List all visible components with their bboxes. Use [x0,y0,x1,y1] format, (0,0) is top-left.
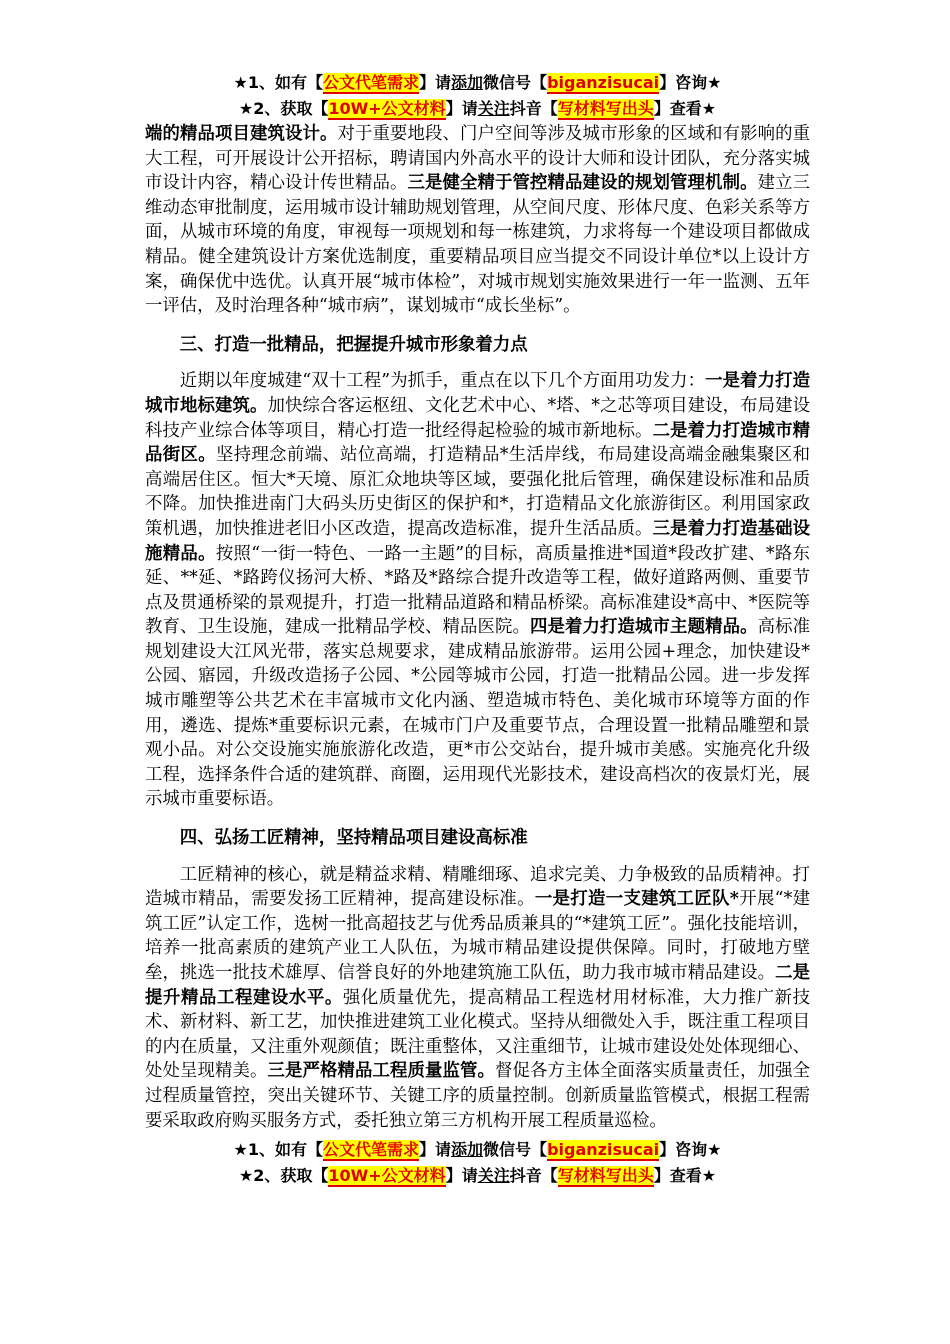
text-run: 督促各方主体全面落实质量责任，加强全过程质量管控，突出关键环节、关键工序的质量控制。创新质量监管模式，根据工程需要采取政府购买服务方式，委托独立第三方机构开展工程质量巡检。 [145,1061,810,1131]
highlight-wechat-id[interactable]: biganzisucai [547,73,660,92]
banner-text: 】咨询★ [659,73,722,92]
bold-phrase: 二是着力打造城市精品街区。 [145,420,810,466]
banner-text: 2、获取【 [253,1166,329,1186]
bold-phrase: 一是着力打造城市地标建筑。 [145,371,810,416]
banner-text: 】咨询★ [659,1140,722,1160]
text-run: 开展“*建筑工匠”认定工作，选树一批高超技艺与优秀品质兼具的“*建筑工匠”。强化技能培训，培养一批高素质的建筑产业工人队伍，为城市精品建设提供保障。同时，打破地方壁垒，挑选一批技术雄厚、信誉良好的外地建筑施工队伍，助力我市城市精品建设。 [145,889,810,983]
banner-text: 】查看★ [653,99,717,118]
banner-line-1 [145,1137,810,1163]
banner-text: 1、如有【 [247,1140,323,1160]
text-run: 对于重要地段、门户空间等涉及城市形象的区域和有影响的重大工程，可开展设计公开招标，聘请国内外高水平的设计大师和设计团队，充分落实城市设计内容，精心设计传世精品。 [145,124,810,194]
banner-text: 1、如有【 [247,73,323,92]
star-icon: ★ [238,99,254,118]
highlight-materials[interactable]: 10W+公文材料 [328,1166,446,1186]
text-run: 坚持理念前端、站位高端，打造精品*生活岸线，布局建设高端金融集聚区和高端居住区。恒大*天境、原汇众地块等区域，要强化批后管理，确保建设标准和品质不降。加快推进南门大码头历史街区的保护和*，打造精品文化旅游街区。利用国家政策机遇，加快推进老旧小区改造，提高改造标准，提升生活品质。 [145,445,810,539]
banner-line-2 [145,1163,810,1189]
underlined-follow: 关注 [477,1166,510,1186]
star-icon: ★ [233,73,248,92]
bold-phrase: 端的精品项目建筑设计。 [145,124,338,144]
highlight-materials[interactable]: 10W+公文材料 [328,99,446,118]
underlined-add: 添加 [451,1140,484,1160]
highlight-wechat-id[interactable]: biganzisucai [547,1140,660,1160]
banner-text: 抖音【 [509,1166,558,1186]
highlight-ghostwriting[interactable]: 公文代笔需求 [323,73,420,92]
bold-phrase: 一是打造一支建筑工匠队* [534,889,739,910]
banner-text: 微信号【 [483,73,548,92]
star-icon: ★ [238,1166,254,1186]
paragraph-landmarks [145,369,810,812]
text-run: 近期以年度城建“双十工程”为抓手，重点在以下几个方面用功发力： [179,371,706,392]
banner-text: 】请 [419,73,452,92]
section-heading-3: 三、打造一批精品，把握提升城市形象着力点 [179,334,528,355]
text-run: 建立三维动态审批制度，运用城市设计辅助规划管理，从空间尺度、形体尺度、色彩关系等方面，从城市环境的角度，审视每一项规划和每一栋建筑，力求将每一个建设项目都做成精品。健全建筑设计方案优选制度，重要精品项目应当提交不同设计单位*以上设计方案，确保优中选优。认真开展“城市体检”，对城市规划实施效果进行一年一监测、五年一评估，及时治理各种“城市病”，谋划城市“成长坐标”。 [145,173,810,317]
text-run: 高标准规划建设大江风光带，落实总规要求，建成精品旅游带。运用公园+理念，加快建设*公园、寤园，升级改造扬子公园、*公园等城市公园，打造一批精品公园。进一步发挥城市雕塑等公共艺术在丰富城市文化内涵、塑造城市特色、美化城市环境等方面的作用，遴选、提炼*重要标识元素，在城市门户及重要节点，合理设置一批精品雕塑和景观小品。对公交设施实施旅游化改造，更*市公交站台，提升城市美感。实施亮化升级工程，选择条件合适的建筑群、商圈，运用现代光影技术，建设高档次的夜景灯光，展示城市重要标语。 [145,617,810,810]
banner-text: 】请 [445,99,478,118]
header-banner [145,70,810,122]
bold-phrase: 四是着力打造城市主题精品。 [530,617,758,638]
bold-phrase: 三是健全精于管控精品建设的规划管理机制。 [407,173,758,194]
banner-text: 2、获取【 [253,99,329,118]
banner-text: 抖音【 [509,99,558,118]
section-heading-4: 四、弘扬工匠精神，坚持精品项目建设高标准 [179,828,528,849]
text-run: 按照“一街一特色、一路一主题”的目标，高质量推进*国道*段改扩建、*路东延、**延、*路跨仪扬河大桥、*路及*路综合提升改造等工程，做好道路两侧、重要节点及贯通桥梁的景观提升，打造一批精品道路和精品桥梁。高标准建设*高中、*医院等教育、卫生设施，建成一批精品学校、精品医院。 [145,543,810,638]
text-run: 工匠精神的核心，就是精益求精、精雕细琢、追求完美、力争极致的品质精神。打造城市精品，需要发扬工匠精神，提高建设标准。 [145,864,810,910]
bold-phrase: 三是严格精品工程质量监管。 [267,1061,496,1082]
text-run: 强化质量优先，提高精品工程选材用材标准，大力推广新技术、新材料、新工艺，加快推进建筑工业化模式。坚持从细微处入手，既注重工程项目的内在质量，又注重外观颜值；既注重整体，又注重细节，让城市建设处处体现细心、处处呈现精美。 [145,987,810,1082]
highlight-douyin-account[interactable]: 写材料写出头 [557,1166,654,1186]
banner-text: 微信号【 [483,1140,548,1160]
star-icon: ★ [233,1140,248,1160]
highlight-ghostwriting[interactable]: 公文代笔需求 [323,1140,420,1160]
paragraph-design [145,122,810,319]
banner-line-2 [145,96,810,122]
banner-text: 】请 [445,1166,478,1186]
underlined-follow: 关注 [477,99,510,118]
banner-text: 】查看★ [653,1166,717,1186]
bold-phrase: 二是提升精品工程建设水平。 [145,963,810,1008]
underlined-add: 添加 [451,73,484,92]
text-run: 加快综合客运枢纽、文化艺术中心、*塔、*之芯等项目建设，布局建设科技产业综合体等项目，精心打造一批经得起检验的城市新地标。 [145,395,810,441]
bold-phrase: 三是着力打造基础设施精品。 [145,518,810,564]
highlight-douyin-account[interactable]: 写材料写出头 [557,99,654,118]
footer-banner [145,1137,810,1189]
banner-text: 】请 [419,1140,452,1160]
banner-line-1 [145,70,810,96]
paragraph-craftsmanship [145,863,810,1134]
